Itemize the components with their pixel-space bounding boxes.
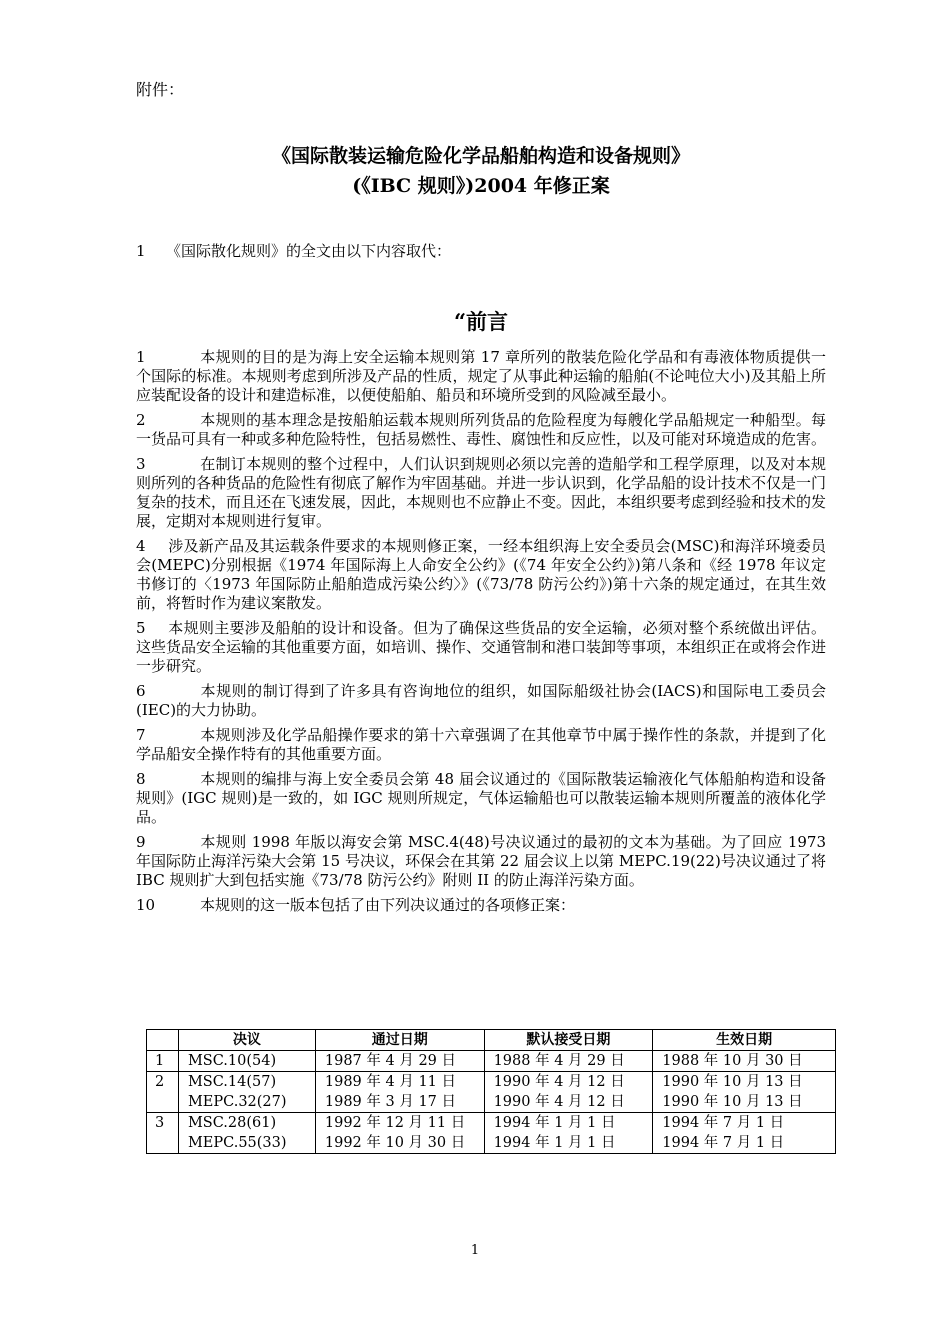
adopted-date: 1989 年 3 月 17 日 xyxy=(324,1094,456,1110)
intro-number: 1 xyxy=(136,242,146,260)
paragraph-text: 本规则 1998 年版以海安会第 MSC.4(48)号决议通过的最初的文本为基础。为了回应 1973 年国际防止海洋污染大会第 15 号决议，环保会在其第 22 届会议上以第 MEPC.19(22)号决议通过了将 IBC 规则扩大到包括实施《73/78 防污公约》附则 II 的防止海洋污染方面。 xyxy=(136,833,826,889)
adopted-date: 1987 年 4 月 29 日 xyxy=(324,1053,456,1069)
paragraph-number: 5 xyxy=(136,619,146,637)
header-resolution: 决议 xyxy=(178,1030,315,1051)
resolution-cell xyxy=(178,1072,315,1113)
effective-date: 1994 年 7 月 1 日 xyxy=(662,1115,785,1131)
paragraph-text: 在制订本规则的整个过程中，人们认识到规则必须以完善的造船学和工程学原理，以及对本规则所列的各种货品的危险性有彻底了解作为牢固基础。并进一步认识到，化学品船的设计技术不仅是一门复杂的技术，而且还在飞速发展，因此，本规则也不应静止不变。因此，本组织要考虑到经验和技术的发展，定期对本规则进行复审。 xyxy=(136,455,827,530)
resolution-cell xyxy=(178,1051,315,1072)
accepted-cell xyxy=(484,1072,653,1113)
paragraph-number: 2 xyxy=(136,411,146,429)
accepted-date: 1990 年 4 月 12 日 xyxy=(493,1094,625,1110)
paragraph-7 xyxy=(136,726,826,764)
table-row xyxy=(147,1051,836,1072)
effective-date: 1988 年 10 月 30 日 xyxy=(662,1053,803,1069)
paragraph-text: 本规则的这一版本包括了由下列决议通过的各项修正案： xyxy=(200,896,576,914)
row-index: 1 xyxy=(147,1051,179,1072)
effective-cell xyxy=(653,1051,836,1072)
amendments-table xyxy=(146,1029,836,1154)
preface-heading: “前言 xyxy=(453,309,509,334)
adopted-date: 1992 年 10 月 30 日 xyxy=(324,1135,466,1151)
paragraph-text: 本规则的基本理念是按船舶运载本规则所列货品的危险程度为每艘化学品船规定一种船型。每一货品可具有一种或多种危险特性，包括易燃性、毒性、腐蚀性和反应性，以及可能对环境造成的危害。 xyxy=(136,411,827,448)
paragraph-number: 4 xyxy=(136,537,146,555)
accepted-cell xyxy=(484,1051,653,1072)
paragraph-5 xyxy=(136,619,826,676)
paragraph-text: 本规则的编排与海上安全委员会第 48 届会议通过的《国际散装运输液化气体船舶构造和设备规则》(IGC 规则)是一致的，如 IGC 规则所规定，气体运输船也可以散装运输本规则所覆盖的液体化学品。 xyxy=(136,770,826,826)
paragraph-3 xyxy=(136,455,826,531)
resolution-cell xyxy=(178,1113,315,1154)
document-title-line2: (《IBC 规则》)2004 年修正案 xyxy=(352,175,610,197)
effective-cell xyxy=(653,1113,836,1154)
paragraph-6 xyxy=(136,682,826,720)
effective-cell xyxy=(653,1072,836,1113)
paragraph-number: 3 xyxy=(136,455,146,473)
document-title-line1: 《国际散装运输危险化学品船舶构造和设备规则》 xyxy=(271,145,690,167)
adopted-cell xyxy=(315,1072,484,1113)
paragraph-number: 1 xyxy=(136,348,146,366)
paragraph-text: 本规则的目的是为海上安全运输本规则第 17 章所列的散装危险化学品和有毒液体物质提供一个国际的标准。本规则考虑到所涉及产品的性质，规定了从事此种运输的船舶(不论吨位大小)及其船上所应装配设备的设计和建造标准，以便使船舶、船员和环境所受到的风险减至最小。 xyxy=(136,348,826,404)
accepted-date: 1994 年 1 月 1 日 xyxy=(493,1135,616,1151)
intro-paragraph xyxy=(136,240,826,261)
effective-date: 1990 年 10 月 13 日 xyxy=(662,1074,803,1090)
paragraph-8 xyxy=(136,770,826,827)
adopted-date: 1989 年 4 月 11 日 xyxy=(324,1074,456,1090)
resolution-text: MEPC.55(33) xyxy=(187,1135,287,1151)
effective-date: 1990 年 10 月 13 日 xyxy=(662,1094,803,1110)
row-index: 2 xyxy=(147,1072,179,1113)
header-acceptance-date: 默认接受日期 xyxy=(484,1030,653,1051)
accepted-date: 1988 年 4 月 29 日 xyxy=(493,1053,625,1069)
paragraph-text: 本规则主要涉及船舶的设计和设备。但为了确保这些货品的安全运输，必须对整个系统做出评估。这些货品安全运输的其他重要方面，如培训、操作、交通管制和港口装卸等事项，本组织正在或将会作进一步研究。 xyxy=(136,619,827,675)
adopted-date: 1992 年 12 月 11 日 xyxy=(324,1115,466,1131)
paragraph-4 xyxy=(136,537,826,613)
table-row xyxy=(147,1072,836,1113)
table-row xyxy=(147,1113,836,1154)
row-index: 3 xyxy=(147,1113,179,1154)
paragraph-text: 本规则的制订得到了许多具有咨询地位的组织，如国际船级社协会(IACS)和国际电工委员会(IEC)的大力协助。 xyxy=(136,682,826,719)
page-number: 1 xyxy=(470,1243,480,1258)
paragraph-number: 6 xyxy=(136,682,146,700)
adopted-cell xyxy=(315,1051,484,1072)
table-header-row xyxy=(147,1030,836,1051)
paragraph-number: 9 xyxy=(136,833,146,851)
header-effective-date: 生效日期 xyxy=(653,1030,836,1051)
paragraph-9 xyxy=(136,833,826,890)
resolution-text: MSC.14(57) xyxy=(187,1074,277,1090)
header-adopted-date: 通过日期 xyxy=(315,1030,484,1051)
intro-text: 《国际散化规则》的全文由以下内容取代： xyxy=(166,242,452,260)
paragraph-text: 涉及新产品及其运载条件要求的本规则修正案，一经本组织海上安全委员会(MSC)和海洋环境委员会(MEPC)分别根据《1974 年国际海上人命安全公约》(《74 年安全公约》)第八条和《经 1978 年议定书修订的〈1973 年国际防止船舶造成污染公约〉》(《73/78 防污公约》)第十六条的规定通过，在其生效前，将暂时作为建议案散发。 xyxy=(136,537,826,612)
paragraph-2 xyxy=(136,411,826,449)
resolution-text: MSC.28(61) xyxy=(187,1115,277,1131)
paragraph-1 xyxy=(136,348,826,405)
adopted-cell xyxy=(315,1113,484,1154)
header-index xyxy=(147,1030,179,1051)
resolution-text: MEPC.32(27) xyxy=(187,1094,287,1110)
paragraph-10 xyxy=(136,896,826,915)
accepted-cell xyxy=(484,1113,653,1154)
paragraph-number: 8 xyxy=(136,770,146,788)
resolution-text: MSC.10(54) xyxy=(187,1053,277,1069)
effective-date: 1994 年 7 月 1 日 xyxy=(662,1135,785,1151)
accepted-date: 1994 年 1 月 1 日 xyxy=(493,1115,616,1131)
paragraph-number: 10 xyxy=(136,896,156,914)
paragraph-number: 7 xyxy=(136,726,146,744)
accepted-date: 1990 年 4 月 12 日 xyxy=(493,1074,625,1090)
paragraph-text: 本规则涉及化学品船操作要求的第十六章强调了在其他章节中属于操作性的条款，并提到了化学品船安全操作特有的其他重要方面。 xyxy=(136,726,826,763)
attachment-label: 附件： xyxy=(136,80,185,99)
preface-paragraphs xyxy=(136,348,826,921)
